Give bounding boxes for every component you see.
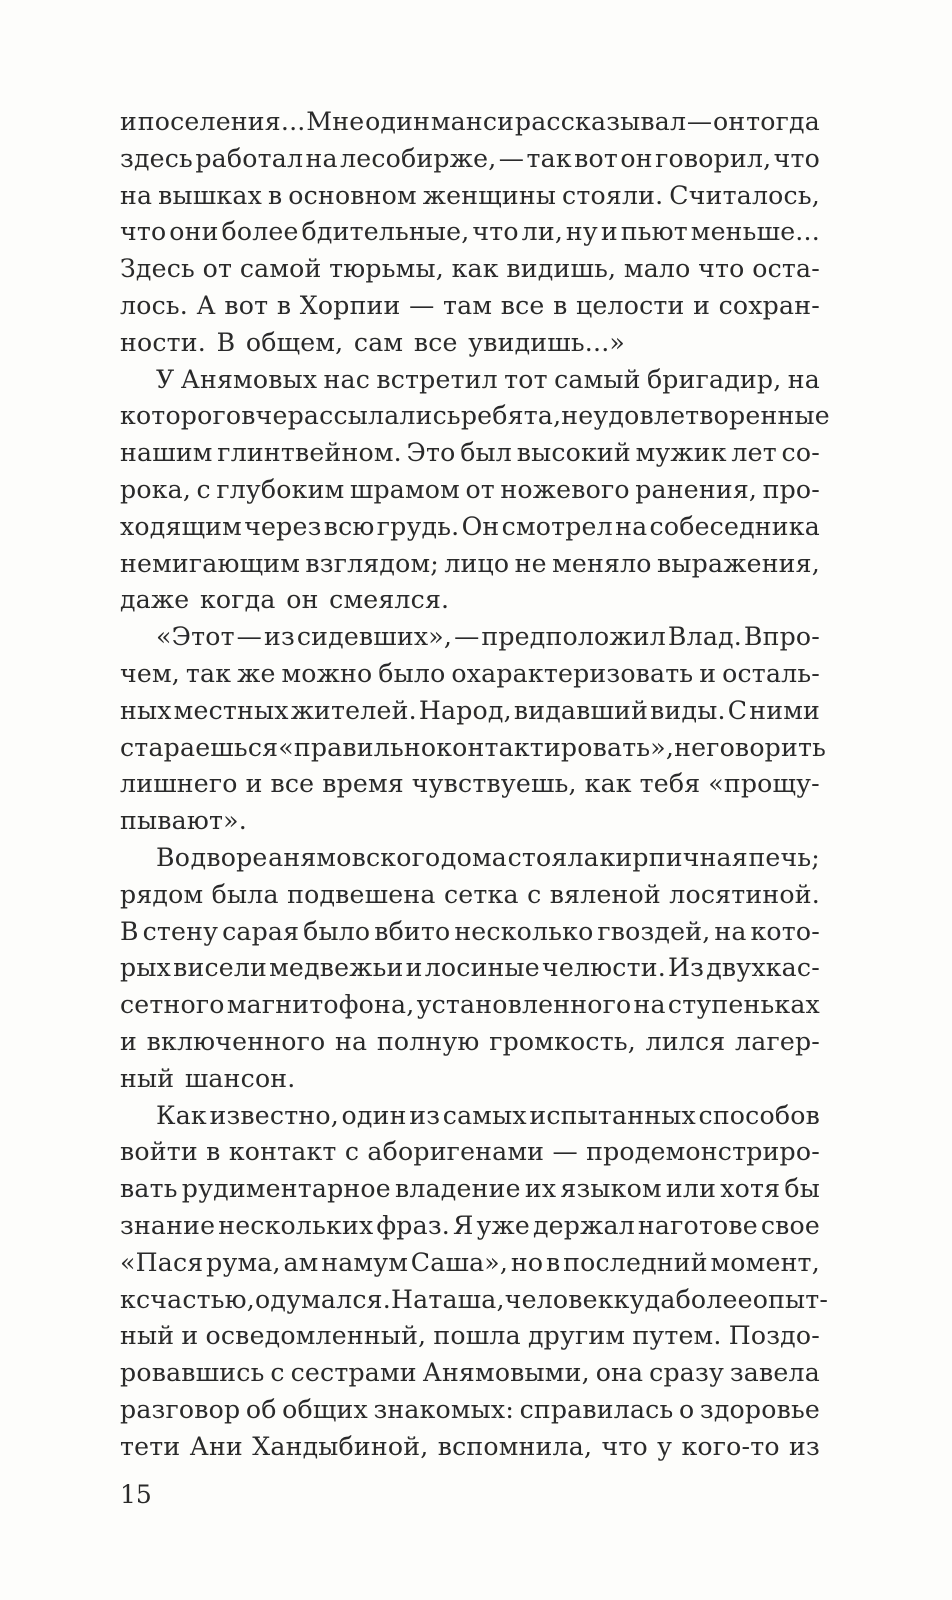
text-line: рядом была подвешена сетка с вяленой лосятиной.	[120, 879, 820, 909]
text-line: Здесь от самой тюрьмы, как видишь, мало что оста-	[120, 254, 820, 284]
text-line: рых висели медвежьи и лосиные челюсти. Из двухкас-	[120, 953, 820, 983]
text-line: даже когда он смеялся.	[120, 585, 450, 615]
text-line: разговор об общих знакомых: справилась о здоровье	[120, 1394, 820, 1424]
text-line: нашим глинтвейном. Это был высокий мужик лет со-	[120, 438, 820, 468]
text-line: которого вчера ссылались ребята, не удовлетворенные	[120, 401, 830, 431]
text-line: лишнего и все время чувствуешь, как тебя «прощу-	[120, 769, 820, 799]
body-text	[120, 104, 830, 1465]
text-line: ных местных жителей. Народ, видавший виды. С ними	[120, 695, 820, 725]
text-line: что они более бдительные, что ли, ну и пьют меньше...	[120, 217, 820, 247]
text-line: ности. В общем, сам все увидишь...»	[120, 327, 626, 357]
text-line: рока, с глубоким шрамом от ножевого ранения, про-	[120, 474, 820, 504]
text-line: войти в контакт с аборигенами — продемонстриро-	[120, 1137, 820, 1167]
text-line: и поселения... Мне один манси рассказывал — он тогда	[120, 107, 820, 136]
text-line: здесь работал на лесобирже, — так вот он говорил, что	[120, 143, 820, 173]
text-line: ный и осведомленный, пошла другим путем. Поздо-	[120, 1321, 820, 1351]
text-line: Во дворе анямовского дома стояла кирпичная печь;	[156, 842, 820, 872]
text-line: «Пася рума, ам намум Саша», но в последний момент,	[120, 1247, 820, 1277]
text-line: к счастью, одумался. Наташа, человек куда более опыт-	[120, 1284, 829, 1314]
text-line: тети Ани Хандыбиной, вспомнила, что у кого-то из	[120, 1431, 820, 1461]
text-line: вать рудиментарное владение их языком или хотя бы	[120, 1174, 820, 1204]
text-line: на вышках в основном женщины стояли. Считалось,	[120, 180, 820, 210]
text-line: немигающим взглядом; лицо не меняло выражения,	[120, 548, 820, 578]
text-line: В стену сарая было вбито несколько гвоздей, на кото-	[120, 916, 820, 946]
text-line: лось. А вот в Хорпии — там все в целости и сохран-	[120, 290, 820, 320]
page-number: 15	[120, 1480, 152, 1509]
text-line: У Анямовых нас встретил тот самый бригадир, на	[156, 364, 820, 394]
text-line: «Этот — из сидевших», — предположил Влад. Впро-	[156, 622, 820, 652]
text-line: и включенного на полную громкость, лился лагер-	[120, 1026, 820, 1056]
text-line: ный шансон.	[120, 1063, 296, 1093]
text-line: сетного магнитофона, установленного на ступеньках	[120, 990, 820, 1020]
text-line: стараешься «правильно контактировать», не говорить	[120, 732, 827, 762]
text-line: знание нескольких фраз. Я уже держал наготове свое	[120, 1210, 820, 1240]
text-line: ходящим через всю грудь. Он смотрел на собеседника	[120, 511, 820, 541]
text-line: чем, так же можно было охарактеризовать и осталь-	[120, 658, 820, 688]
text-line: ровавшись с сестрами Анямовыми, она сразу завела	[120, 1358, 820, 1388]
text-line: Как известно, один из самых испытанных способов	[156, 1100, 820, 1130]
text-line: пывают».	[120, 806, 247, 836]
